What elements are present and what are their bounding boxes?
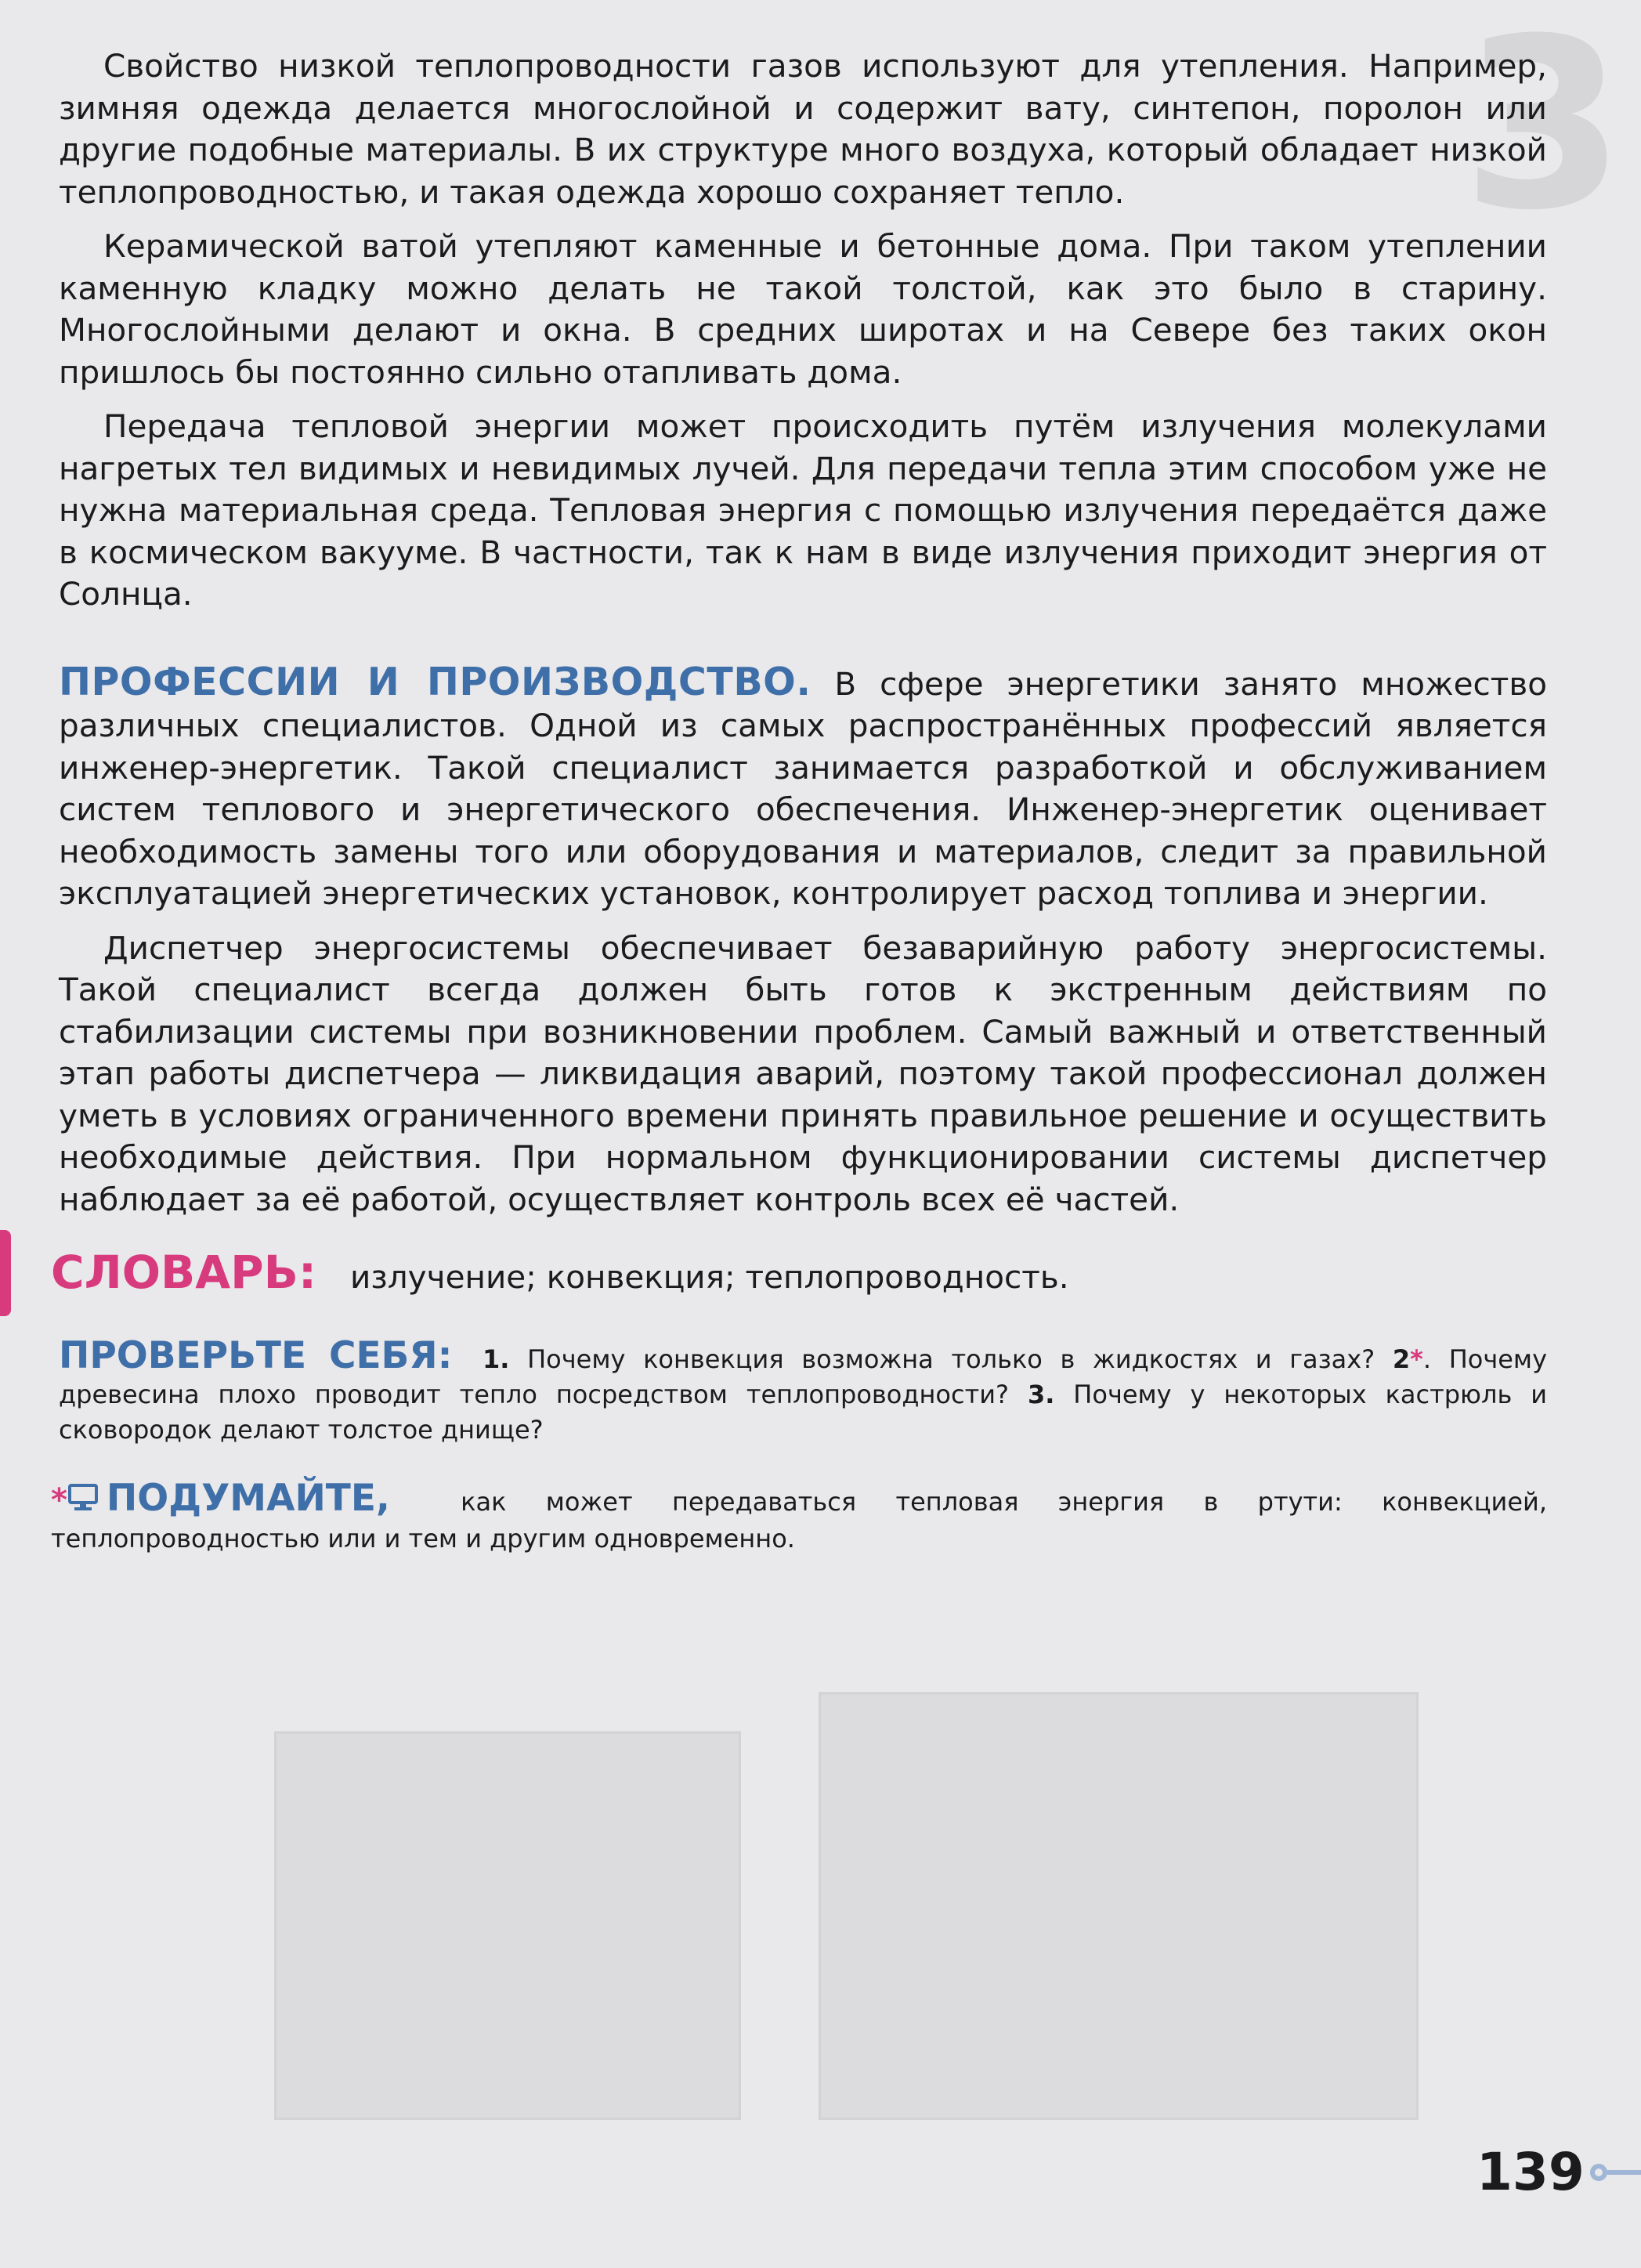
computer-icon bbox=[67, 1484, 99, 1521]
paragraph-insulation: Свойство низкой теплопроводности газов используют для утепления. Например, зимняя одежда делается многослойной и содержит вату, синтепон, поролон или другие подобные материалы. В их структуре много воздуха, который обладает низкой теплопроводностью, и такая одежда хорошо сохраняет тепло. bbox=[59, 47, 1547, 211]
page-marker-dot bbox=[1590, 2164, 1607, 2181]
paragraph-radiation: Передача тепловой энергии может происходить путём излучения молекулами нагретых тел видимых и невидимых лучей. Для передачи тепла этим способом уже не нужна материальная среда. Тепловая энергия с помощью излучения передаётся даже в космическом вакууме. В частности, так к нам в виде излучения приходит энергия от Солнца. bbox=[59, 407, 1547, 613]
question-2-text: . Почему древесина плохо проводит тепло посредством теплопроводности? bbox=[59, 1344, 1547, 1409]
check-yourself-heading: ПРОВЕРЬТЕ СЕБЯ: bbox=[59, 1334, 453, 1377]
page-marker-line bbox=[1607, 2170, 1641, 2175]
professions-section bbox=[59, 661, 1547, 915]
question-1-number: 1. bbox=[483, 1344, 510, 1374]
check-yourself-section bbox=[59, 1334, 1548, 1448]
paragraph-ceramic-wool: Керамической ватой утепляют каменные и бетонные дома. При таком утеплении каменную кладку можно делать не такой толстой, как это было в старину. Многослойными делают и окна. В средних широтах и на Севере без таких окон пришлось бы постоянно сильно отапливать дома. bbox=[59, 227, 1547, 391]
think-heading: ПОДУМАЙТЕ, bbox=[106, 1477, 390, 1520]
question-1-text: Почему конвекция возможна только в жидкостях и газах? bbox=[527, 1344, 1375, 1374]
background-chapter-glyph: 3 bbox=[1462, 0, 1625, 262]
question-2-number: 2 bbox=[1392, 1344, 1411, 1374]
background-ghost-photo-left bbox=[274, 1731, 741, 2120]
background-ghost-photo-right bbox=[819, 1692, 1419, 2120]
question-3-text: Почему у некоторых кастрюль и сковородок делают толстое днище? bbox=[59, 1380, 1548, 1445]
think-star: * bbox=[51, 1482, 67, 1518]
professions-text: В сфере энергетики занято множество различных специалистов. Одной из самых распространённых профессий является инженер-энергетик. Такой специалист занимается разработкой и обслуживанием систем теплового и энергетического обеспечения. Инженер-энергетик оценивает необходимость замены того или оборудования и материалов, следит за правильной эксплуатацией энергетических установок, контролирует расход топлива и энергии. bbox=[59, 664, 1547, 912]
dictionary-section bbox=[51, 1246, 1547, 1300]
question-2-star: * bbox=[1410, 1344, 1423, 1374]
dictionary-terms: излучение; конвекция; теплопроводность. bbox=[349, 1258, 1069, 1296]
page-content bbox=[51, 45, 1548, 1557]
paragraph-dispatcher: Диспетчер энергосистемы обеспечивает безаварийную работу энергосистемы. Такой специалист всегда должен быть готов к экстренным действиям по стабилизации системы при возникновении проблем. Самый важный и ответственный этап работы диспетчера — ликвидация аварий, поэтому такой профессионал должен уметь в условиях ограниченного времени принять правильное решение и осуществить необходимые действия. При нормальном функционировании системы диспетчер наблюдает за её работой, осуществляет контроль всех её частей. bbox=[59, 928, 1547, 1218]
professions-heading: ПРОФЕССИИ И ПРОИЗВОДСТВО. bbox=[59, 659, 811, 704]
think-section bbox=[51, 1477, 1548, 1557]
think-text: как может передаваться тепловая энергия в ртути: конвекцией, теплопроводностью или и тем и другим одновременно. bbox=[51, 1487, 1548, 1554]
question-3-number: 3. bbox=[1027, 1380, 1055, 1409]
dictionary-margin-marker bbox=[0, 1230, 11, 1316]
dictionary-heading: СЛОВАРЬ: bbox=[51, 1246, 317, 1299]
page-number: 139 bbox=[1477, 2142, 1585, 2202]
